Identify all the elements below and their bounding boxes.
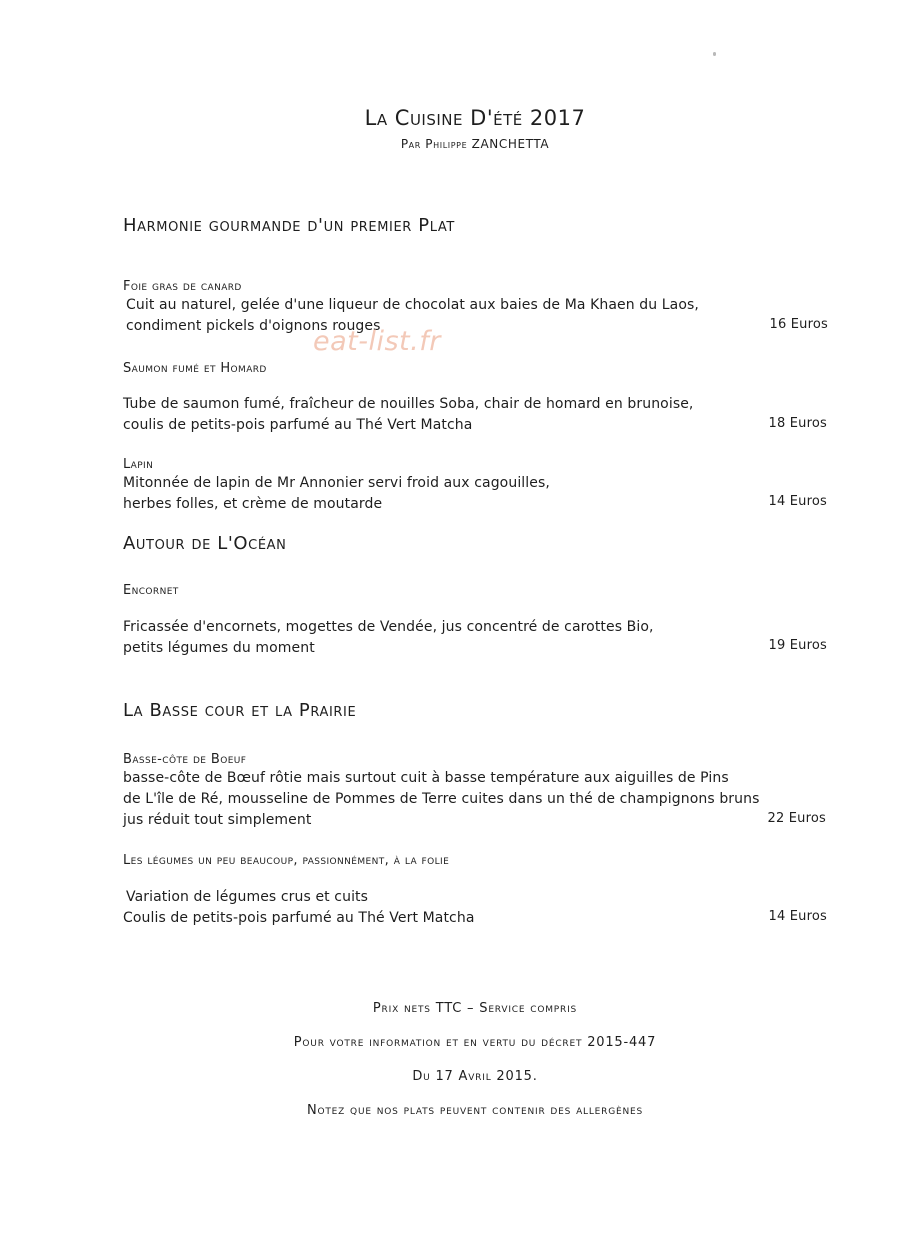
dish-name-legumes: Les légumes un peu beaucoup, passionnément, à la folie [123, 853, 450, 868]
dish-desc-basse-cote-line3: jus réduit tout simplement [123, 812, 312, 828]
scan-speck [713, 52, 716, 56]
dish-desc-basse-cote-line2: de L'île de Ré, mousseline de Pommes de Terre cuites dans un thé de champignons bruns [123, 791, 760, 807]
dish-price-foie-gras: 16 Euros [769, 317, 828, 332]
footer-decree-date: Du 17 Avril 2015. [412, 1069, 538, 1084]
footer-decree-note: Pour votre information et en vertu du décret 2015-447 [293, 1035, 657, 1050]
section-title-premier-plat: Harmonie gourmande d'un premier Plat [123, 215, 455, 236]
dish-price-encornet: 19 Euros [768, 638, 827, 653]
dish-desc-encornet-line1: Fricassée d'encornets, mogettes de Vendée, jus concentré de carottes Bio, [123, 619, 654, 635]
dish-desc-encornet-line2: petits légumes du moment [123, 640, 315, 656]
dish-desc-foie-gras-line1: Cuit au naturel, gelée d'une liqueur de chocolat aux baies de Ma Khaen du Laos, [126, 297, 699, 313]
dish-price-basse-cote: 22 Euros [767, 811, 826, 826]
dish-name-lapin: Lapin [123, 457, 154, 472]
dish-name-encornet: Encornet [123, 583, 179, 598]
menu-subtitle: Par Philippe ZANCHETTA [400, 137, 550, 151]
footer-allergens-note: Notez que nos plats peuvent contenir des allergènes [306, 1103, 644, 1118]
section-title-ocean: Autour de L'Océan [123, 533, 287, 554]
watermark: eat-list.fr [313, 326, 441, 357]
dish-desc-saumon-homard-line2: coulis de petits-pois parfumé au Thé Vert Matcha [123, 417, 473, 433]
footer-prices-note: Prix nets TTC – Service compris [372, 1001, 578, 1016]
dish-name-foie-gras: Foie gras de canard [123, 279, 242, 294]
section-title-basse-cour: La Basse cour et la Prairie [123, 700, 357, 721]
dish-desc-saumon-homard-line1: Tube de saumon fumé, fraîcheur de nouilles Soba, chair de homard en brunoise, [123, 396, 694, 412]
dish-desc-lapin-line1: Mitonnée de lapin de Mr Annonier servi froid aux cagouilles, [123, 475, 550, 491]
dish-name-basse-cote: Basse-côte de Boeuf [123, 752, 247, 767]
dish-desc-basse-cote-line1: basse-côte de Bœuf rôtie mais surtout cuit à basse température aux aiguilles de Pins [123, 770, 729, 786]
dish-price-lapin: 14 Euros [768, 494, 827, 509]
dish-price-saumon-homard: 18 Euros [768, 416, 827, 431]
dish-name-saumon-homard: Saumon fumé et Homard [123, 361, 267, 376]
menu-title: La Cuisine D'été 2017 [364, 106, 586, 130]
dish-desc-lapin-line2: herbes folles, et crème de moutarde [123, 496, 383, 512]
dish-desc-foie-gras-line2: condiment pickels d'oignons rouges [126, 318, 381, 334]
dish-price-legumes: 14 Euros [768, 909, 827, 924]
dish-desc-legumes-line1: Variation de légumes crus et cuits [126, 889, 369, 905]
dish-desc-legumes-line2: Coulis de petits-pois parfumé au Thé Vert Matcha [123, 910, 475, 926]
